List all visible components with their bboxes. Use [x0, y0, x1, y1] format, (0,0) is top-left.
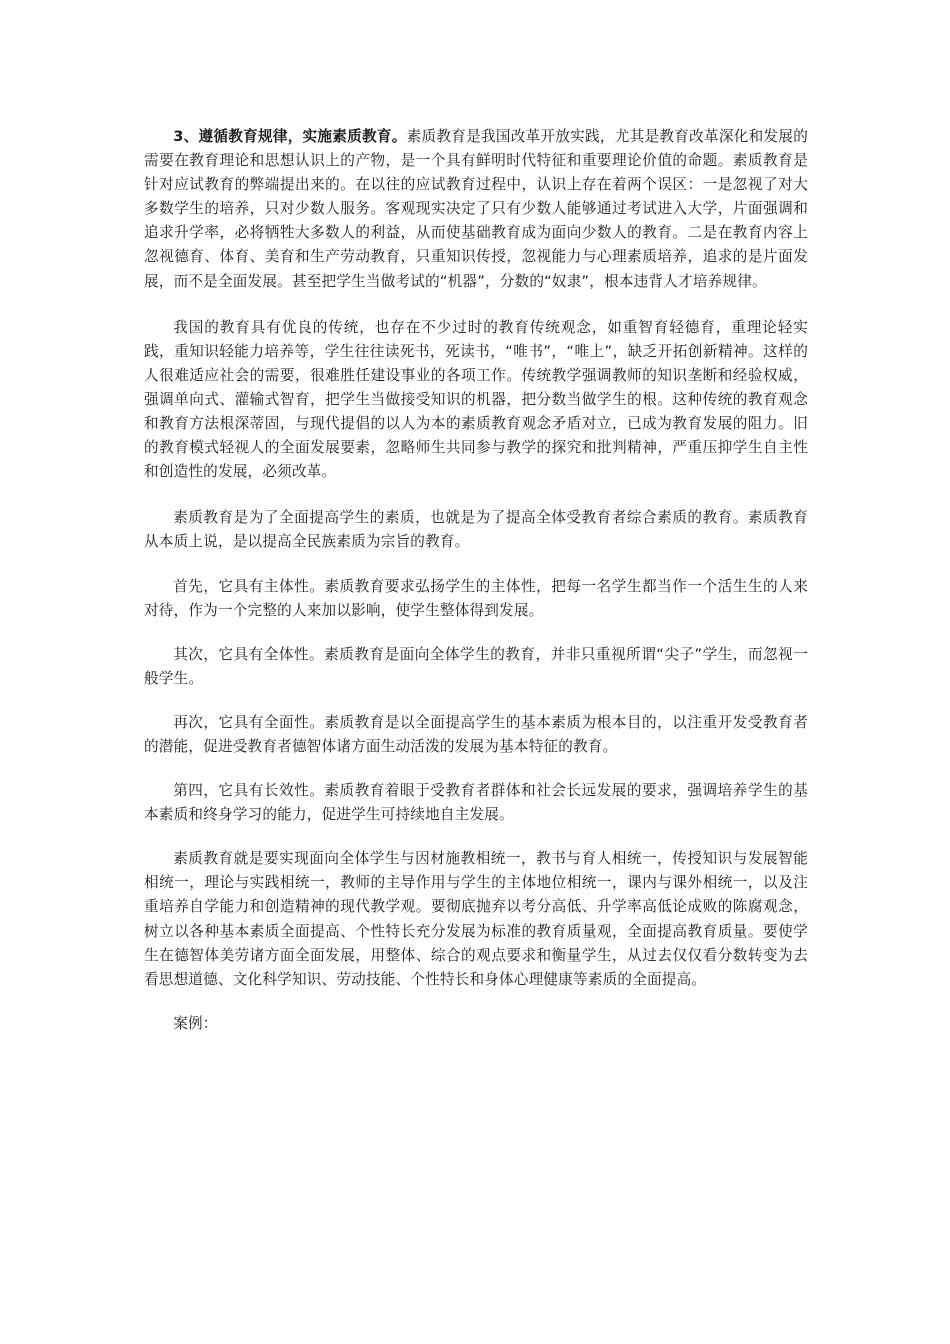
paragraph-text: 我国的教育具有优良的传统，也存在不少过时的教育传统观念，如重智育轻德育，重理论轻实践，重知识轻能力培养等，学生往往读死书，死读书，“唯书”，“唯上”，缺乏开拓创新精神。这样的人很难适应社会的需要，很难胜任建设事业的各项工作。传统教学强调教师的知识垄断和经验权威，强调单向式、灌输式智育，把学生当做接受知识的机器，把分数当做学生的根。这种传统的教育观念和教育方法根深蒂固，与现代提倡的以人为本的素质教育观念矛盾对立，已成为教育发展的阻力。旧的教育模式轻视人的全面发展要素，忽略师生共同参与教学的探究和批判精神，严重压抑学生自主性和创造性的发展，必须改革。: [144, 318, 808, 481]
paragraph-text: 第四，它具有长效性。素质教育着眼于受教育者群体和社会长远发展的要求，强调培养学生的基本素质和终身学习的能力，促进学生可持续地自主发展。: [144, 782, 808, 824]
paragraph-2: [144, 316, 808, 485]
document-page: [144, 125, 808, 1056]
paragraph-text: 再次，它具有全面性。素质教育是以全面提高学生的基本素质为根本目的，以注重开发受教育者的潜能，促进受教育者德智体诸方面生动活泼的发展为基本特征的教育。: [144, 713, 808, 755]
paragraph-9: [144, 1012, 808, 1036]
paragraph-4: [144, 575, 808, 623]
section-heading: 3、遵循教育规律，实施素质教育。: [173, 128, 407, 145]
paragraph-5: [144, 643, 808, 691]
paragraph-text: 首先，它具有主体性。素质教育要求弘扬学生的主体性，把每一名学生都当作一个活生生的人来对待，作为一个完整的人来加以影响，使学生整体得到发展。: [144, 577, 808, 619]
paragraph-7: [144, 779, 808, 827]
paragraph-text: 素质教育就是要实现面向全体学生与因材施教相统一，教书与育人相统一，传授知识与发展智能相统一，理论与实践相统一，教师的主导作用与学生的主体地位相统一，课内与课外相统一，以及注重培养自学能力和创造精神的现代教学观。要彻底抛弃以考分高低、升学率高低论成败的陈腐观念，树立以各种基本素质全面提高、个性特长充分发展为标准的教育质量观，全面提高教育质量。要使学生在德智体美劳诸方面全面发展，用整体、综合的观点要求和衡量学生，从过去仅仅看分数转变为去看思想道德、文化科学知识、劳动技能、个性特长和身体心理健康等素质的全面提高。: [144, 850, 808, 988]
paragraph-6: [144, 711, 808, 759]
paragraph-text: 素质教育是我国改革开放实践，尤其是教育改革深化和发展的需要在教育理论和思想认识上的产物，是一个具有鲜明时代特征和重要理论价值的命题。素质教育是针对应试教育的弊端提出来的。在以往的应试教育过程中，认识上存在着两个误区：一是忽视了对大多数学生的培养，只对少数人服务。客观现实决定了只有少数人能够通过考试进入大学，片面强调和追求升学率，必将牺牲大多数人的利益，从而使基础教育成为面向少数人的教育。二是在教育内容上忽视德育、体育、美育和生产劳动教育，只重知识传授，忽视能力与心理素质培养，追求的是片面发展，而不是全面发展。甚至把学生当做考试的“机器”，分数的“奴隶”，根本违背人才培养规律。: [144, 128, 808, 290]
paragraph-3: [144, 506, 808, 554]
paragraph-8: [144, 847, 808, 992]
paragraph-text: 其次，它具有全体性。素质教育是面向全体学生的教育，并非只重视所谓“尖子”学生，而忽视一般学生。: [144, 645, 808, 687]
paragraph-1: [144, 125, 808, 294]
paragraph-text: 案例：: [173, 1014, 218, 1032]
paragraph-text: 素质教育是为了全面提高学生的素质，也就是为了提高全体受教育者综合素质的教育。素质教育从本质上说，是以提高全民族素质为宗旨的教育。: [144, 509, 808, 551]
